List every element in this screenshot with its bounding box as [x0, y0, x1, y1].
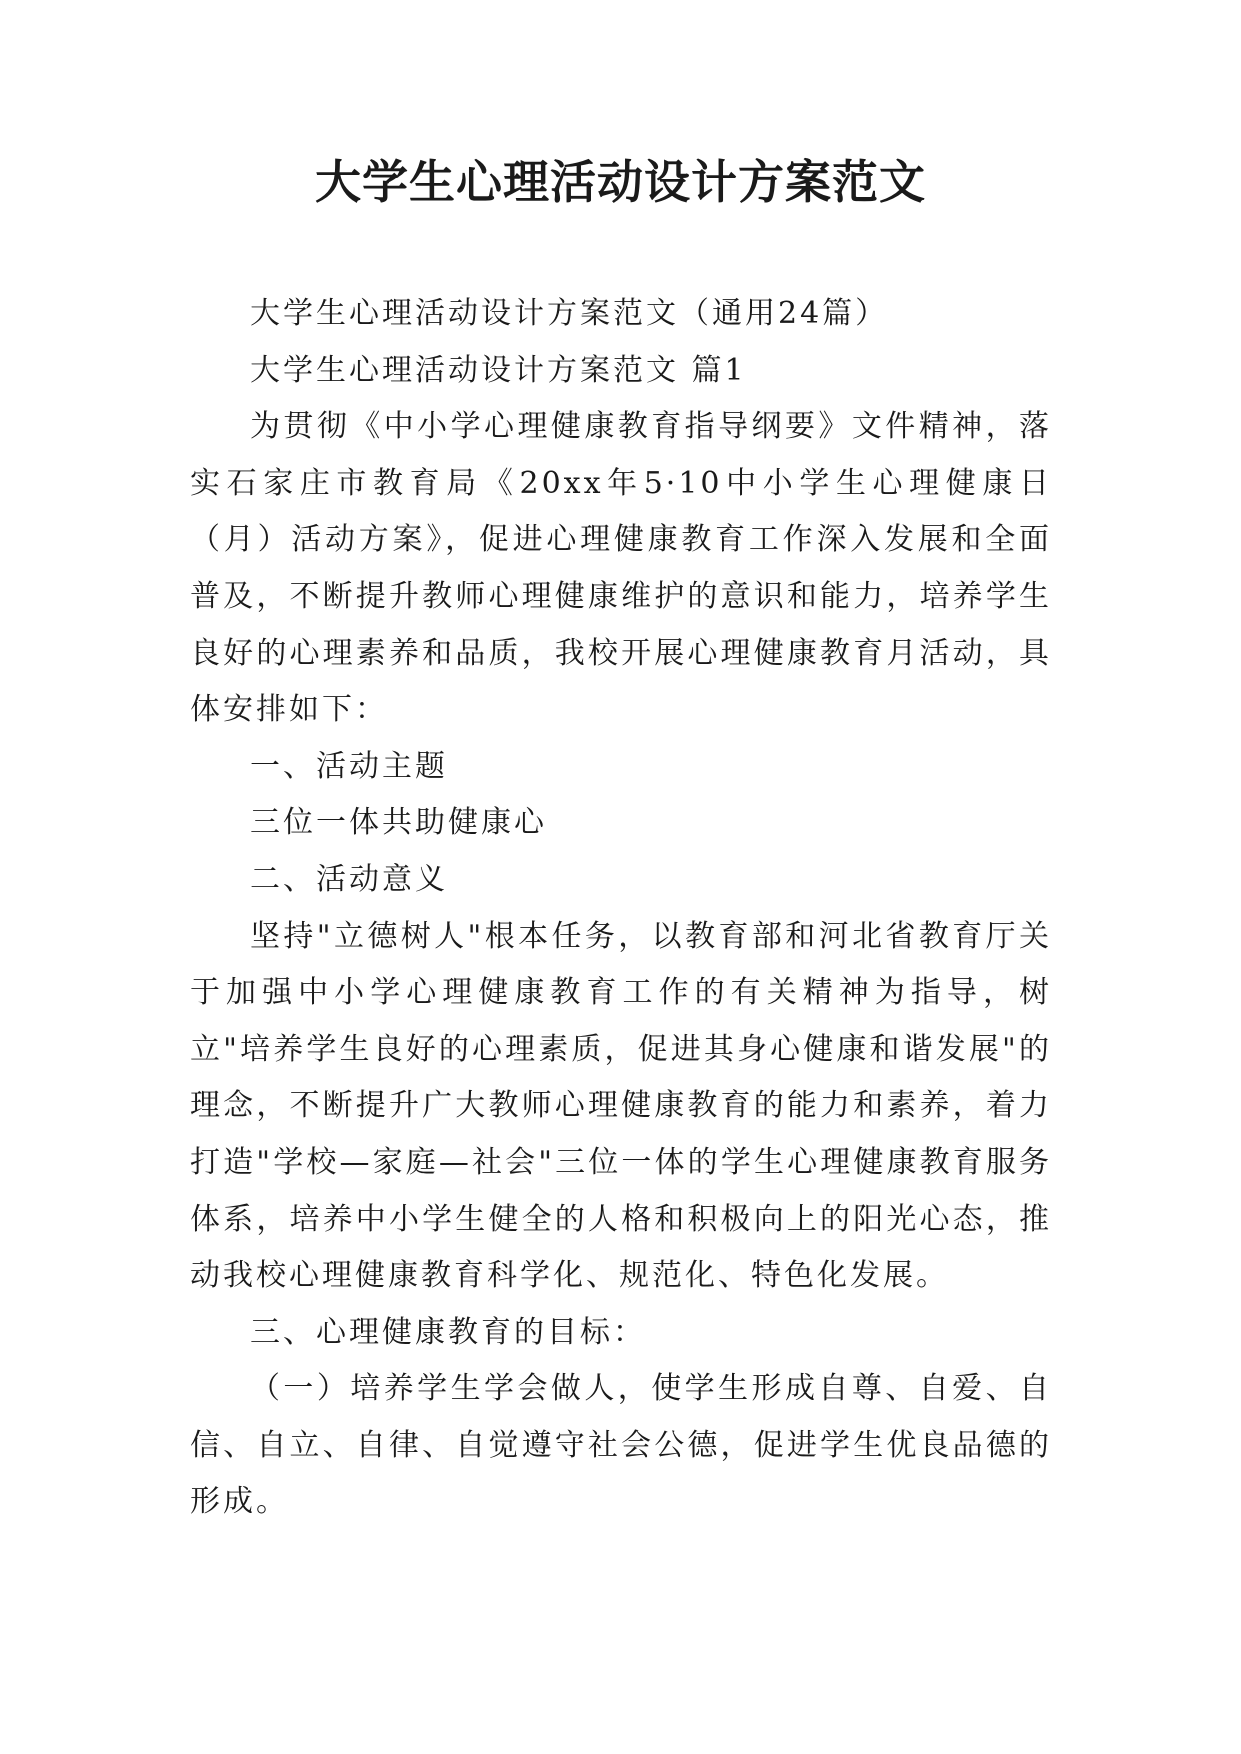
- body-paragraph-goal-1: （一）培养学生学会做人，使学生形成自尊、自爱、自信、自立、自律、自觉遵守社会公德，促进学生优良品德的形成。: [190, 1371, 1052, 1520]
- section-heading-theme: 一、活动主题: [250, 748, 448, 784]
- section-heading-article-1: 大学生心理活动设计方案范文 篇1: [250, 352, 747, 388]
- body-paragraph-significance: 坚持"立德树人"根本任务，以教育部和河北省教育厅关于加强中小学心理健康教育工作的有关精神为指导，树立"培养学生良好的心理素质，促进其身心健康和谐发展"的理念，不断提升广大教师心理健康教育的能力和素养，着力打造"学校—家庭—社会"三位一体的学生心理健康教育服务体系，培养中小学生健全的人格和积极向上的阳光心态，推动我校心理健康教育科学化、规范化、特色化发展。: [190, 918, 1052, 1294]
- section-heading-significance: 二、活动意义: [250, 861, 448, 897]
- body-paragraph-intro: 为贯彻《中小学心理健康教育指导纲要》文件精神，落实石家庄市教育局《20xx年5·10中小学生心理健康日（月）活动方案》，促进心理健康教育工作深入发展和全面普及，不断提升教师心理健康维护的意识和能力，培养学生良好的心理素养和品质，我校开展心理健康教育月活动，具体安排如下：: [190, 409, 1052, 728]
- document-title: 大学生心理活动设计方案范文: [315, 155, 926, 209]
- section-heading-goals: 三、心理健康教育的目标：: [250, 1314, 646, 1350]
- body-paragraph-theme: 三位一体共助健康心: [250, 805, 547, 841]
- subtitle-paragraph: 大学生心理活动设计方案范文（通用24篇）: [250, 296, 889, 331]
- document-body: [190, 286, 1052, 1531]
